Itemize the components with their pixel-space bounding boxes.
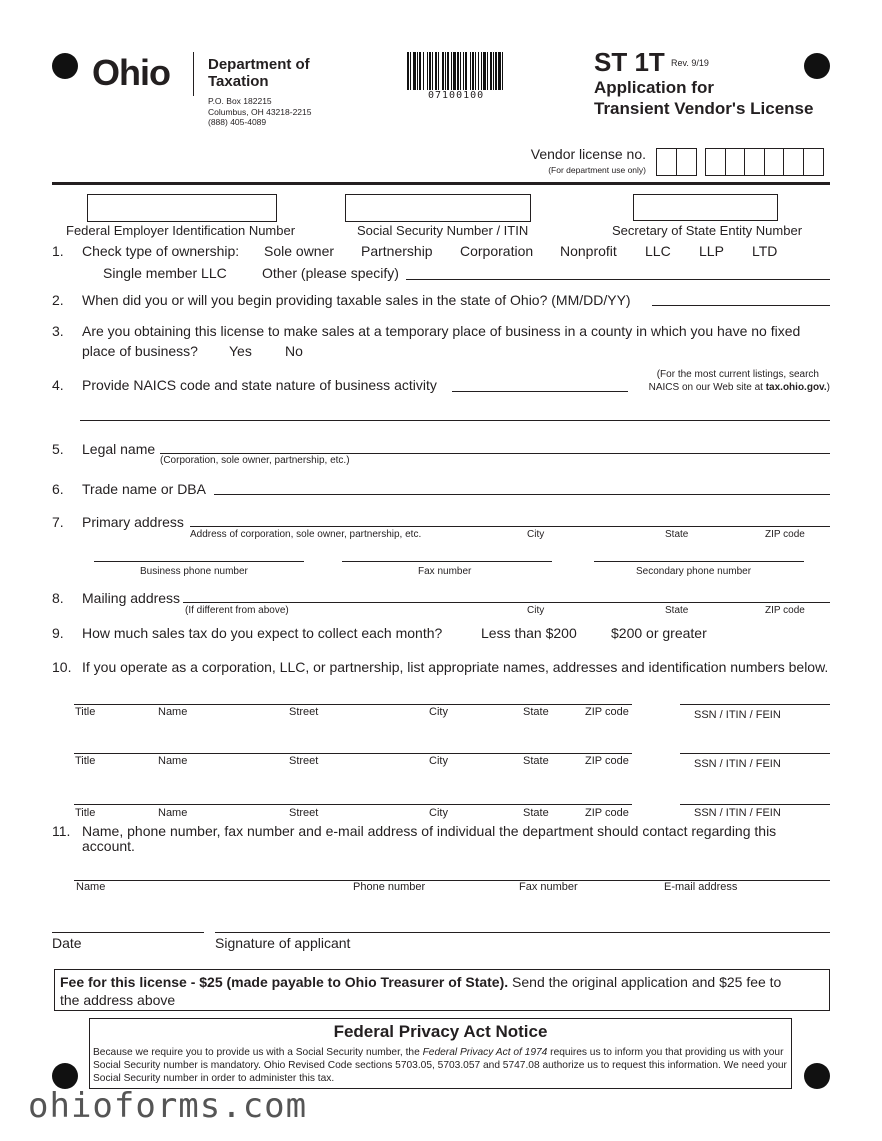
privacy-title: Federal Privacy Act Notice	[333, 1022, 548, 1041]
barcode-number: 07100100	[428, 90, 485, 101]
officer-row-2-id-line[interactable]	[680, 753, 830, 754]
vendor-license-sublabel: (For department use only)	[548, 165, 646, 175]
q2-label: When did you or will you begin providing taxable sales in the state of Ohio? (MM/DD/YY)	[82, 292, 631, 308]
barcode-bar	[442, 52, 444, 90]
barcode-bar	[495, 52, 497, 90]
department-line2: Taxation	[208, 73, 269, 90]
fee-notice	[54, 969, 830, 1011]
primary-address-sublabel: Address of corporation, sole owner, partnership, etc.	[190, 529, 422, 540]
col-street: Street	[289, 706, 319, 718]
barcode-bar	[457, 52, 459, 90]
officer-row-3-line[interactable]	[74, 804, 632, 805]
col-street: Street	[289, 807, 319, 819]
q10-label: If you operate as a corporation, LLC, or partnership, list appropriate names, addresses and identification numbers below.	[82, 659, 829, 675]
fax-sublabel: Fax number	[418, 566, 472, 577]
form-title-line2: Transient Vendor's License	[594, 99, 814, 118]
naics-website-link[interactable]: tax.ohio.gov.	[765, 382, 827, 393]
col-zip: ZIP code	[585, 807, 629, 819]
q6-number: 6.	[52, 481, 64, 497]
col-state: State	[523, 706, 549, 718]
privacy-text-post: requires us to inform you that providing us with your Social Security number is mandatory. Ohio Revised Code sections 5703.05, 5703.057 and 5747.08 authorize us to request this information. We need your Social Security number in order to administer this tax.	[93, 1047, 787, 1084]
q8-number: 8.	[52, 590, 64, 606]
q4-label: Provide NAICS code and state nature of business activity	[82, 377, 437, 393]
department-name	[208, 56, 310, 90]
col-title: Title	[75, 755, 96, 767]
sos-label: Secretary of State Entity Number	[612, 223, 803, 238]
primary-zip-sublabel: ZIP code	[765, 529, 805, 540]
contact-fax-sublabel: Fax number	[519, 881, 578, 893]
privacy-text-pre: Because we require you to provide us with a Social Security number, the	[93, 1047, 423, 1058]
officer-row-2-line[interactable]	[74, 753, 632, 754]
mailing-address-field[interactable]	[183, 602, 830, 603]
fein-input[interactable]	[87, 194, 277, 222]
option-llc[interactable]: LLC	[645, 243, 671, 259]
col-state: State	[523, 807, 549, 819]
department-line1: Department of	[208, 56, 310, 73]
q6-label: Trade name or DBA	[82, 481, 206, 497]
logo-divider	[193, 52, 194, 96]
signature-label: Signature of applicant	[215, 935, 351, 951]
privacy-act-name: Federal Privacy Act of 1974	[422, 1047, 548, 1058]
mailing-city-sublabel: City	[527, 605, 545, 616]
watermark: ohioforms.com	[28, 1086, 308, 1126]
secondary-phone-field[interactable]	[594, 561, 804, 562]
contact-name-sublabel: Name	[76, 881, 106, 893]
barcode-bar	[498, 52, 501, 90]
secondary-phone-sublabel: Secondary phone number	[636, 566, 752, 577]
barcode-bar	[432, 52, 433, 90]
barcode-bar	[478, 52, 479, 90]
barcode-bar	[483, 52, 486, 90]
contact-email-sublabel: E-mail address	[664, 881, 738, 893]
barcode-bar	[490, 52, 492, 90]
ohio-logo: Ohio	[92, 52, 170, 93]
business-phone-sublabel: Business phone number	[140, 566, 248, 577]
form-title	[594, 77, 813, 119]
col-ssn-itin-fein: SSN / ITIN / FEIN	[694, 807, 781, 819]
q9-label: How much sales tax do you expect to collect each month?	[82, 625, 443, 641]
department-address	[208, 96, 311, 128]
q3-option-no[interactable]: No	[285, 343, 303, 359]
col-name: Name	[158, 755, 188, 767]
q3-label-line1: Are you obtaining this license to make sales at a temporary place of business in a county in which you have no fixed	[82, 323, 801, 339]
registration-mark-top-left	[52, 53, 78, 79]
option-corporation[interactable]: Corporation	[460, 243, 534, 259]
barcode-bar	[453, 52, 456, 90]
sos-entity-input[interactable]	[633, 194, 778, 221]
q4-number: 4.	[52, 377, 64, 393]
option-ltd[interactable]: LTD	[752, 243, 778, 259]
contact-phone-sublabel: Phone number	[353, 881, 426, 893]
officer-row-1-id-line[interactable]	[680, 704, 830, 705]
col-zip: ZIP code	[585, 755, 629, 767]
legal-name-field[interactable]	[160, 453, 830, 454]
date-field[interactable]	[52, 932, 204, 933]
primary-state-sublabel: State	[665, 529, 689, 540]
naics-code-field[interactable]	[452, 391, 628, 392]
start-date-field[interactable]	[652, 305, 830, 306]
naics-note-close: )	[826, 382, 830, 393]
department-phone: (888) 405-4089	[208, 117, 267, 127]
col-city: City	[429, 706, 448, 718]
barcode-bar	[410, 52, 411, 90]
ssn-input[interactable]	[345, 194, 531, 222]
barcode-bar	[438, 52, 439, 90]
q2-number: 2.	[52, 292, 64, 308]
option-nonprofit[interactable]: Nonprofit	[560, 243, 617, 259]
naics-note-line1: (For the most current listings, search	[656, 369, 819, 380]
primary-city-sublabel: City	[527, 529, 545, 540]
fee-amount: Fee for this license - $25 (made payable to Ohio Treasurer of State).	[60, 974, 509, 990]
col-title: Title	[75, 706, 96, 718]
q3-option-yes[interactable]: Yes	[229, 343, 252, 359]
q11-label-line2: account.	[82, 838, 135, 854]
barcode	[407, 52, 525, 90]
barcode-bar	[447, 52, 449, 90]
q1-label: Check type of ownership:	[82, 243, 240, 259]
business-activity-field[interactable]	[80, 420, 830, 421]
option-sole-owner[interactable]: Sole owner	[264, 243, 335, 259]
col-ssn-itin-fein: SSN / ITIN / FEIN	[694, 758, 781, 770]
q5-label: Legal name	[82, 441, 156, 457]
col-street: Street	[289, 755, 319, 767]
privacy-notice	[89, 1018, 792, 1089]
naics-note-text: NAICS on our Web site at	[648, 382, 766, 393]
q3-label-line2: place of business?	[82, 343, 198, 359]
q9-option-200-or-greater[interactable]: $200 or greater	[611, 625, 707, 641]
option-single-member-llc[interactable]: Single member LLC	[103, 265, 227, 281]
barcode-bar	[460, 52, 461, 90]
col-title: Title	[75, 807, 96, 819]
col-name: Name	[158, 807, 188, 819]
q7-label: Primary address	[82, 514, 184, 530]
q11-number: 11.	[52, 823, 71, 839]
officer-row-1-line[interactable]	[74, 704, 632, 705]
barcode-bar	[435, 52, 437, 90]
barcode-bar	[493, 52, 494, 90]
officer-row-3-id-line[interactable]	[680, 804, 830, 805]
col-zip: ZIP code	[585, 706, 629, 718]
barcode-bar	[407, 52, 409, 90]
q1-number: 1.	[52, 243, 64, 259]
mailing-state-sublabel: State	[665, 605, 689, 616]
form-title-line1: Application for	[594, 78, 714, 97]
q10-number: 10.	[52, 659, 72, 675]
business-phone-field[interactable]	[94, 561, 304, 562]
barcode-bar	[413, 52, 416, 90]
legal-name-sublabel: (Corporation, sole owner, partnership, etc.)	[160, 455, 350, 466]
fee-instructions-line2: the address above	[60, 992, 176, 1008]
barcode-bar	[427, 52, 428, 90]
barcode-bar	[463, 52, 464, 90]
barcode-bar	[451, 52, 452, 90]
barcode-bar	[429, 52, 431, 90]
form-revision: Rev. 9/19	[671, 58, 709, 68]
option-partnership[interactable]: Partnership	[361, 243, 433, 259]
barcode-bar	[423, 52, 424, 90]
ssn-label: Social Security Number / ITIN	[357, 223, 529, 238]
col-state: State	[523, 755, 549, 767]
mailing-zip-sublabel: ZIP code	[765, 605, 805, 616]
date-label: Date	[52, 935, 82, 951]
fee-instructions: Send the original application and $25 fee to	[508, 974, 782, 990]
vendor-license-label: Vendor license no.	[530, 146, 646, 162]
fein-label: Federal Employer Identification Number	[66, 223, 296, 238]
vendor-license-boxes-a[interactable]	[656, 148, 695, 181]
address-line2: Columbus, OH 43218-2215	[208, 106, 312, 117]
barcode-bar	[487, 52, 488, 90]
barcode-bar	[419, 52, 421, 90]
barcode-bar	[502, 52, 503, 90]
fax-field[interactable]	[342, 561, 552, 562]
q9-option-less-than-200[interactable]: Less than $200	[481, 625, 577, 641]
address-line1: P.O. Box 182215	[208, 96, 272, 106]
barcode-bar	[465, 52, 467, 90]
mailing-address-sublabel: (If different from above)	[185, 605, 289, 616]
barcode-bar	[445, 52, 446, 90]
col-city: City	[429, 807, 448, 819]
option-llp[interactable]: LLP	[699, 243, 724, 259]
col-ssn-itin-fein: SSN / ITIN / FEIN	[694, 709, 781, 721]
q5-number: 5.	[52, 441, 64, 457]
q7-number: 7.	[52, 514, 64, 530]
col-name: Name	[158, 706, 188, 718]
col-city: City	[429, 755, 448, 767]
barcode-bar	[470, 52, 471, 90]
signature-field[interactable]	[215, 932, 830, 933]
barcode-bar	[472, 52, 474, 90]
q3-number: 3.	[52, 323, 64, 339]
option-other[interactable]: Other (please specify)	[262, 265, 399, 281]
barcode-bar	[417, 52, 418, 90]
other-specify-field[interactable]	[406, 279, 830, 280]
q8-label: Mailing address	[82, 590, 181, 606]
privacy-text	[93, 1046, 788, 1085]
barcode-bar	[481, 52, 482, 90]
q9-number: 9.	[52, 625, 64, 641]
registration-mark-top-right	[804, 53, 830, 79]
primary-address-field[interactable]	[190, 526, 830, 527]
naics-note-line2	[649, 382, 830, 393]
barcode-bar	[475, 52, 476, 90]
header-rule	[52, 182, 830, 185]
vendor-license-boxes-b[interactable]	[705, 148, 822, 181]
trade-name-field[interactable]	[214, 494, 830, 495]
form-id: ST 1T	[594, 47, 665, 77]
q11-label-line1: Name, phone number, fax number and e-mail address of individual the department should contact regarding this	[82, 823, 777, 839]
registration-mark-bottom-right	[804, 1063, 830, 1089]
